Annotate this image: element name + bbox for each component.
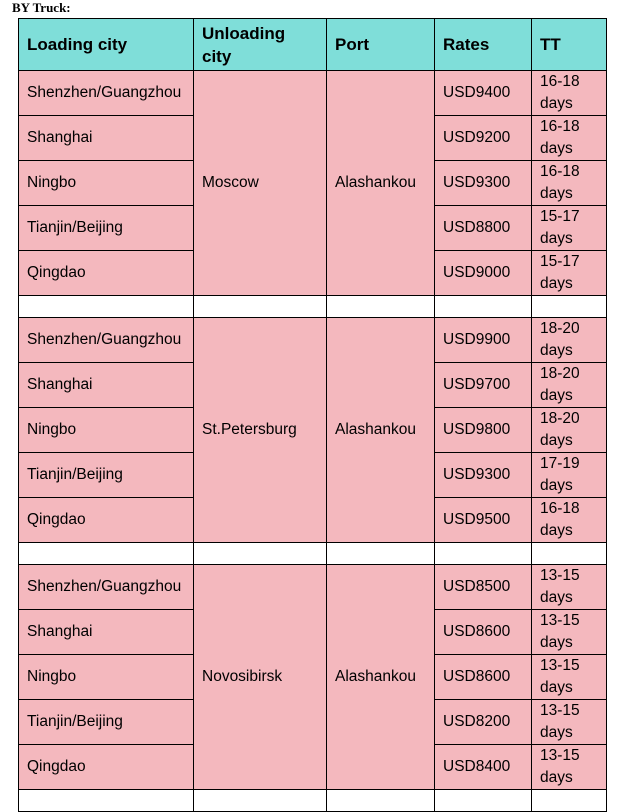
transit-time-cell bbox=[532, 71, 607, 116]
loading-city-cell: Tianjin/Beijing bbox=[19, 453, 194, 498]
loading-city-cell: Shanghai bbox=[19, 116, 194, 161]
rate-cell: USD8500 bbox=[435, 565, 532, 610]
spacer-cell bbox=[532, 543, 607, 565]
transit-time-text: 13-15 days bbox=[540, 612, 580, 651]
spacer-cell bbox=[194, 543, 327, 565]
transit-time-text: 16-18 days bbox=[540, 500, 580, 539]
transit-time-cell bbox=[532, 206, 607, 251]
rate-cell: USD8600 bbox=[435, 655, 532, 700]
header-unloading-city: Unloading city bbox=[194, 19, 327, 71]
loading-city-cell: Tianjin/Beijing bbox=[19, 206, 194, 251]
loading-city-cell: Qingdao bbox=[19, 251, 194, 296]
spacer-cell bbox=[19, 543, 194, 565]
header-rates: Rates bbox=[435, 19, 532, 71]
spacer-row bbox=[19, 543, 607, 565]
transit-time-text: 15-17 days bbox=[540, 253, 580, 292]
header-loading-city: Loading city bbox=[19, 19, 194, 71]
rate-cell: USD8600 bbox=[435, 610, 532, 655]
table-header bbox=[19, 19, 607, 71]
spacer-cell bbox=[435, 790, 532, 812]
loading-city-cell: Shanghai bbox=[19, 363, 194, 408]
port-cell: Alashankou bbox=[327, 71, 435, 296]
spacer-cell bbox=[532, 790, 607, 812]
transit-time-cell bbox=[532, 318, 607, 363]
port-cell: Alashankou bbox=[327, 565, 435, 790]
unloading-city-cell: St.Petersburg bbox=[194, 318, 327, 543]
transit-time-cell bbox=[532, 408, 607, 453]
unloading-city-cell: Moscow bbox=[194, 71, 327, 296]
loading-city-cell: Tianjin/Beijing bbox=[19, 700, 194, 745]
transit-time-text: 13-15 days bbox=[540, 747, 580, 786]
transit-time-text: 13-15 days bbox=[540, 567, 580, 606]
spacer-cell bbox=[435, 296, 532, 318]
spacer-cell bbox=[194, 790, 327, 812]
loading-city-cell: Shanghai bbox=[19, 610, 194, 655]
loading-city-cell: Ningbo bbox=[19, 161, 194, 206]
spacer-row bbox=[19, 790, 607, 812]
rate-cell: USD8800 bbox=[435, 206, 532, 251]
loading-city-cell: Shenzhen/Guangzhou bbox=[19, 71, 194, 116]
rate-cell: USD9000 bbox=[435, 251, 532, 296]
table-body bbox=[19, 71, 607, 812]
spacer-cell bbox=[327, 790, 435, 812]
loading-city-cell: Qingdao bbox=[19, 745, 194, 790]
transit-time-text: 16-18 days bbox=[540, 163, 580, 202]
transit-time-text: 15-17 days bbox=[540, 208, 580, 247]
loading-city-cell: Shenzhen/Guangzhou bbox=[19, 318, 194, 363]
spacer-cell bbox=[194, 296, 327, 318]
transit-time-cell bbox=[532, 700, 607, 745]
transit-time-text: 17-19 days bbox=[540, 455, 580, 494]
truck-rates-table bbox=[18, 18, 607, 812]
rate-cell: USD9200 bbox=[435, 116, 532, 161]
transit-time-cell bbox=[532, 655, 607, 700]
unloading-city-cell: Novosibirsk bbox=[194, 565, 327, 790]
rate-cell: USD9500 bbox=[435, 498, 532, 543]
transit-time-text: 16-18 days bbox=[540, 73, 580, 112]
spacer-row bbox=[19, 296, 607, 318]
transit-time-cell bbox=[532, 161, 607, 206]
rate-cell: USD8400 bbox=[435, 745, 532, 790]
rate-cell: USD9400 bbox=[435, 71, 532, 116]
spacer-cell bbox=[327, 296, 435, 318]
loading-city-cell: Ningbo bbox=[19, 655, 194, 700]
rate-cell: USD9800 bbox=[435, 408, 532, 453]
rate-cell: USD9700 bbox=[435, 363, 532, 408]
transit-time-cell bbox=[532, 565, 607, 610]
spacer-cell bbox=[435, 543, 532, 565]
transit-time-text: 18-20 days bbox=[540, 410, 580, 449]
transit-time-text: 13-15 days bbox=[540, 657, 580, 696]
transit-time-cell bbox=[532, 453, 607, 498]
table-row bbox=[19, 71, 607, 116]
rate-cell: USD9300 bbox=[435, 453, 532, 498]
header-port: Port bbox=[327, 19, 435, 71]
transit-time-text: 18-20 days bbox=[540, 365, 580, 404]
transit-time-text: 18-20 days bbox=[540, 320, 580, 359]
transit-time-cell bbox=[532, 363, 607, 408]
transit-time-text: 13-15 days bbox=[540, 702, 580, 741]
spacer-cell bbox=[327, 543, 435, 565]
transit-time-cell bbox=[532, 116, 607, 161]
transit-time-cell bbox=[532, 610, 607, 655]
loading-city-cell: Qingdao bbox=[19, 498, 194, 543]
spacer-cell bbox=[532, 296, 607, 318]
loading-city-cell: Ningbo bbox=[19, 408, 194, 453]
transit-time-text: 16-18 days bbox=[540, 118, 580, 157]
loading-city-cell: Shenzhen/Guangzhou bbox=[19, 565, 194, 610]
transit-time-cell bbox=[532, 251, 607, 296]
transit-time-cell bbox=[532, 498, 607, 543]
spacer-cell bbox=[19, 790, 194, 812]
header-tt: TT bbox=[532, 19, 607, 71]
table-row bbox=[19, 565, 607, 610]
section-caption: BY Truck: bbox=[12, 0, 71, 15]
rate-cell: USD8200 bbox=[435, 700, 532, 745]
table-row bbox=[19, 318, 607, 363]
port-cell: Alashankou bbox=[327, 318, 435, 543]
rate-cell: USD9900 bbox=[435, 318, 532, 363]
transit-time-cell bbox=[532, 745, 607, 790]
rate-cell: USD9300 bbox=[435, 161, 532, 206]
spacer-cell bbox=[19, 296, 194, 318]
